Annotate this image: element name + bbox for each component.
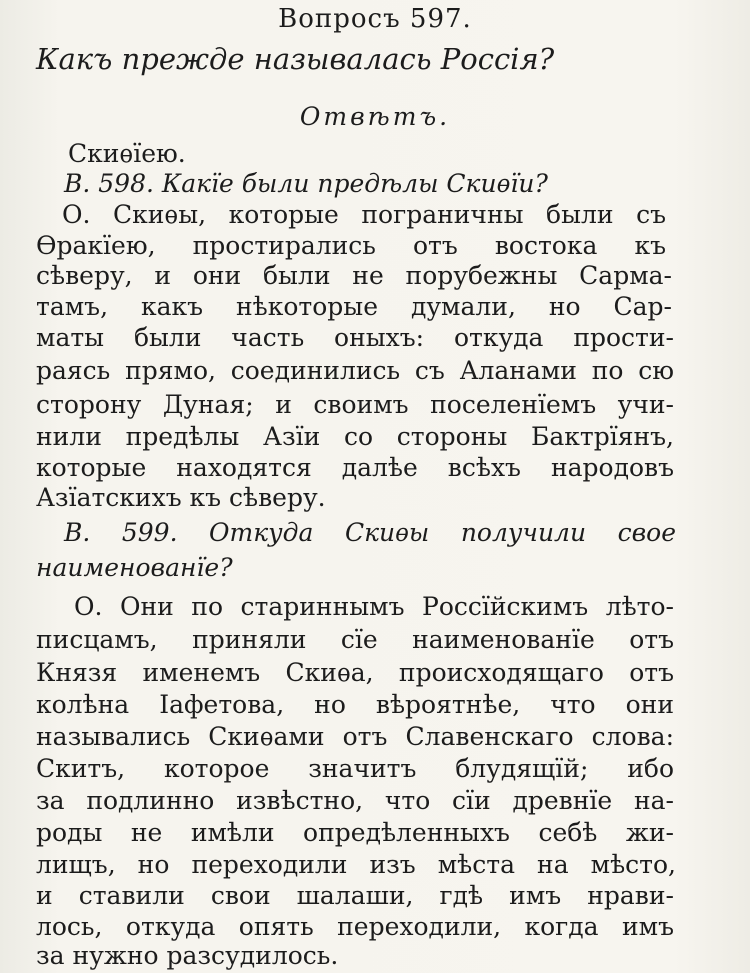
answer-599-line: колѣна Іафетова, но вѣроятнѣе, что они xyxy=(36,690,674,719)
answer-599-line: лось, откуда опять переходили, когда имъ xyxy=(36,912,674,941)
answer-599-line: за подлинно извѣстно, что сїи древнїе на- xyxy=(36,786,674,815)
answer-599-line: роды не имѣли опредѣленныхъ себѣ жи- xyxy=(36,818,674,847)
answer-597: Скиѳїею. xyxy=(68,139,186,168)
answer-598-line: раясь прямо, соединились съ Аланами по сю xyxy=(36,356,674,385)
answer-599-line: и ставили свои шалаши, гдѣ имъ нрави- xyxy=(36,881,674,910)
answer-599-line: О. Они по стариннымъ Россїйскимъ лѣто- xyxy=(74,592,674,621)
answer-598-line: Ѳракїею, простирались отъ востока къ xyxy=(36,231,666,260)
answer-598-line: которые находятся далѣе всѣхъ народовъ xyxy=(36,453,674,482)
answer-599-line: назывались Скиѳами отъ Славенскаго слова: xyxy=(36,722,674,751)
answer-heading: Отвѣтъ. xyxy=(299,102,451,131)
answer-598-line: Азїатскихъ къ сѣверу. xyxy=(36,483,326,512)
answer-598-line: маты были часть оныхъ: откуда прости- xyxy=(36,323,674,352)
question-number-heading: Вопросъ 597. xyxy=(278,4,472,34)
answer-599-line: лищъ, но переходили изъ мѣста на мѣсто, xyxy=(36,850,676,879)
answer-598-line: сторону Дуная; и своимъ поселенїемъ учи- xyxy=(36,390,674,419)
question-599-line: В. 599. Откуда Скиѳы получили свое xyxy=(64,518,676,547)
answer-598-line: сѣверу, и они были не порубежны Сарма- xyxy=(36,261,672,290)
answer-599-line: писцамъ, приняли сїе наименованїе отъ xyxy=(36,625,674,654)
answer-598-line: нили предѣлы Азїи со стороны Бактрїянъ, xyxy=(36,422,674,451)
answer-599-line: Скитъ, которое значитъ блудящїй; ибо xyxy=(36,754,674,783)
question-599-line: наименованїе? xyxy=(36,553,233,582)
answer-598-line: О. Скиѳы, которые пограничны были съ xyxy=(62,200,666,229)
answer-599-line: Князя именемъ Скиѳа, происходящаго отъ xyxy=(36,658,674,687)
question-598: В. 598. Какїе были предѣлы Скиѳїи? xyxy=(64,169,548,198)
answer-599-line: за нужно разсудилось. xyxy=(36,941,339,970)
answer-598-line: тамъ, какъ нѣкоторые думали, но Сар- xyxy=(36,292,672,321)
question-597: Какъ прежде называлась Россія? xyxy=(36,42,555,76)
